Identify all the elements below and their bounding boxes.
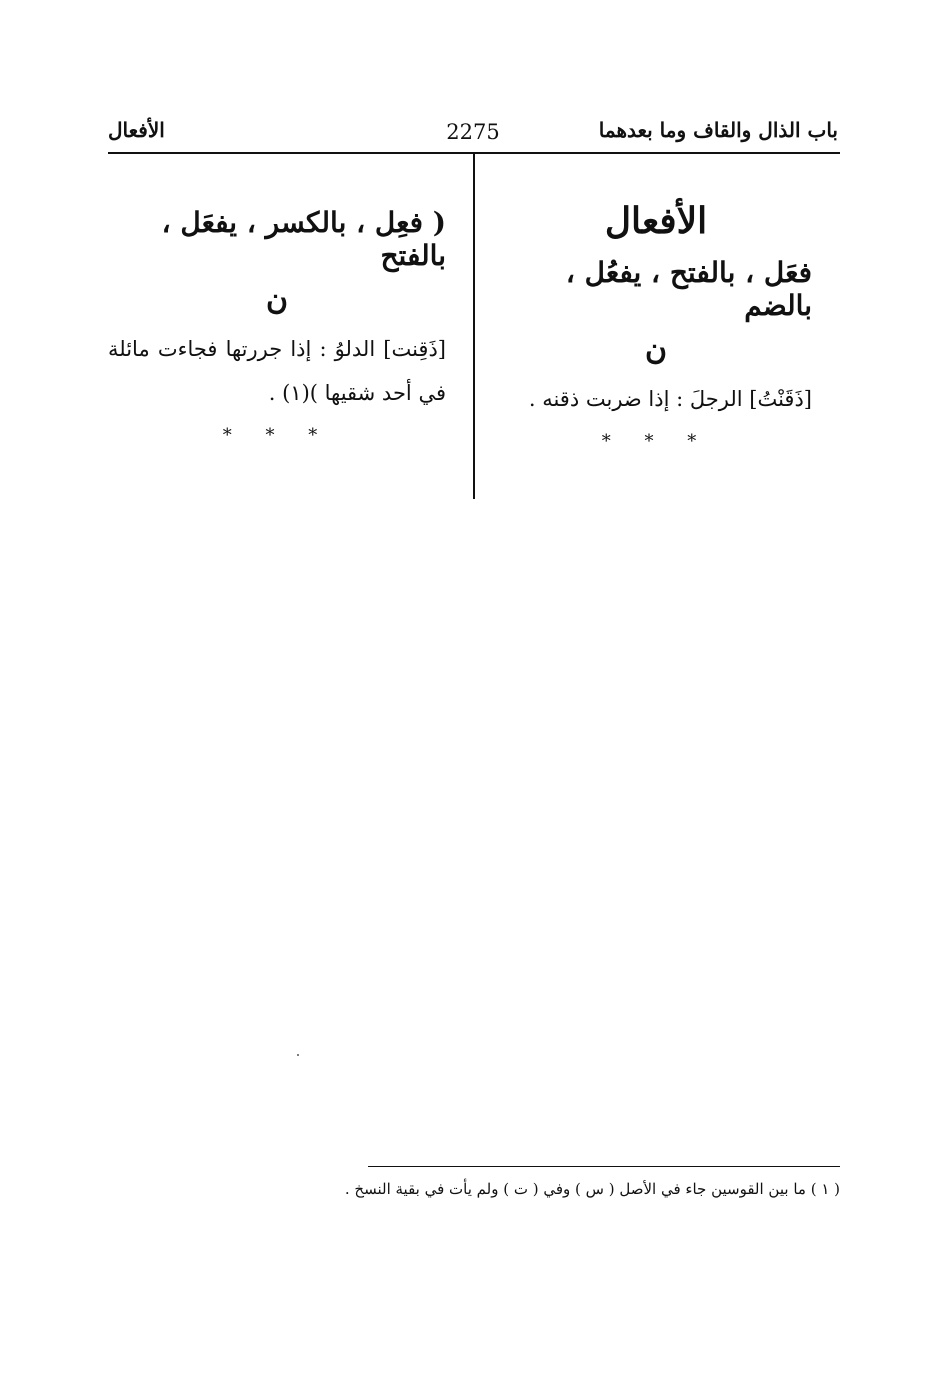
print-speck [297, 1054, 299, 1056]
header-right-title: باب الذال والقاف وما بعدهما [598, 118, 838, 142]
section-title: الأفعال [604, 200, 708, 242]
footnote-rule [368, 1166, 840, 1167]
dictionary-entry: [ذَقَنْتُ] الرجلَ : إذا ضربت ذقنه . [528, 387, 812, 411]
section-separator: * * * [601, 431, 711, 452]
dictionary-entry: [ذَقِنت] الدلوُ : إذا جررتها فجاءت مائلة في أحد شقيها )(١) . [108, 337, 446, 405]
footnote: ( ١ ) ما بين القوسين جاء في الأصل ( س ) وفي ( ت ) ولم يأت في بقية النسخ . [344, 1180, 840, 1198]
header-left-title: الأفعال [108, 118, 165, 142]
running-header [108, 114, 838, 154]
right-column [500, 190, 812, 452]
section-separator: * * * [222, 425, 332, 446]
letter-heading: ن [265, 282, 289, 317]
column-divider [473, 154, 475, 499]
page-number: 2275 [446, 120, 500, 144]
left-column [108, 190, 446, 446]
letter-heading: ن [644, 332, 668, 367]
verb-pattern-heading: ( فعِل ، بالكسر ، يفعَل ، بالفتح [161, 206, 446, 272]
verb-pattern-heading: فعَل ، بالفتح ، يفعُل ، بالضم [565, 256, 812, 322]
